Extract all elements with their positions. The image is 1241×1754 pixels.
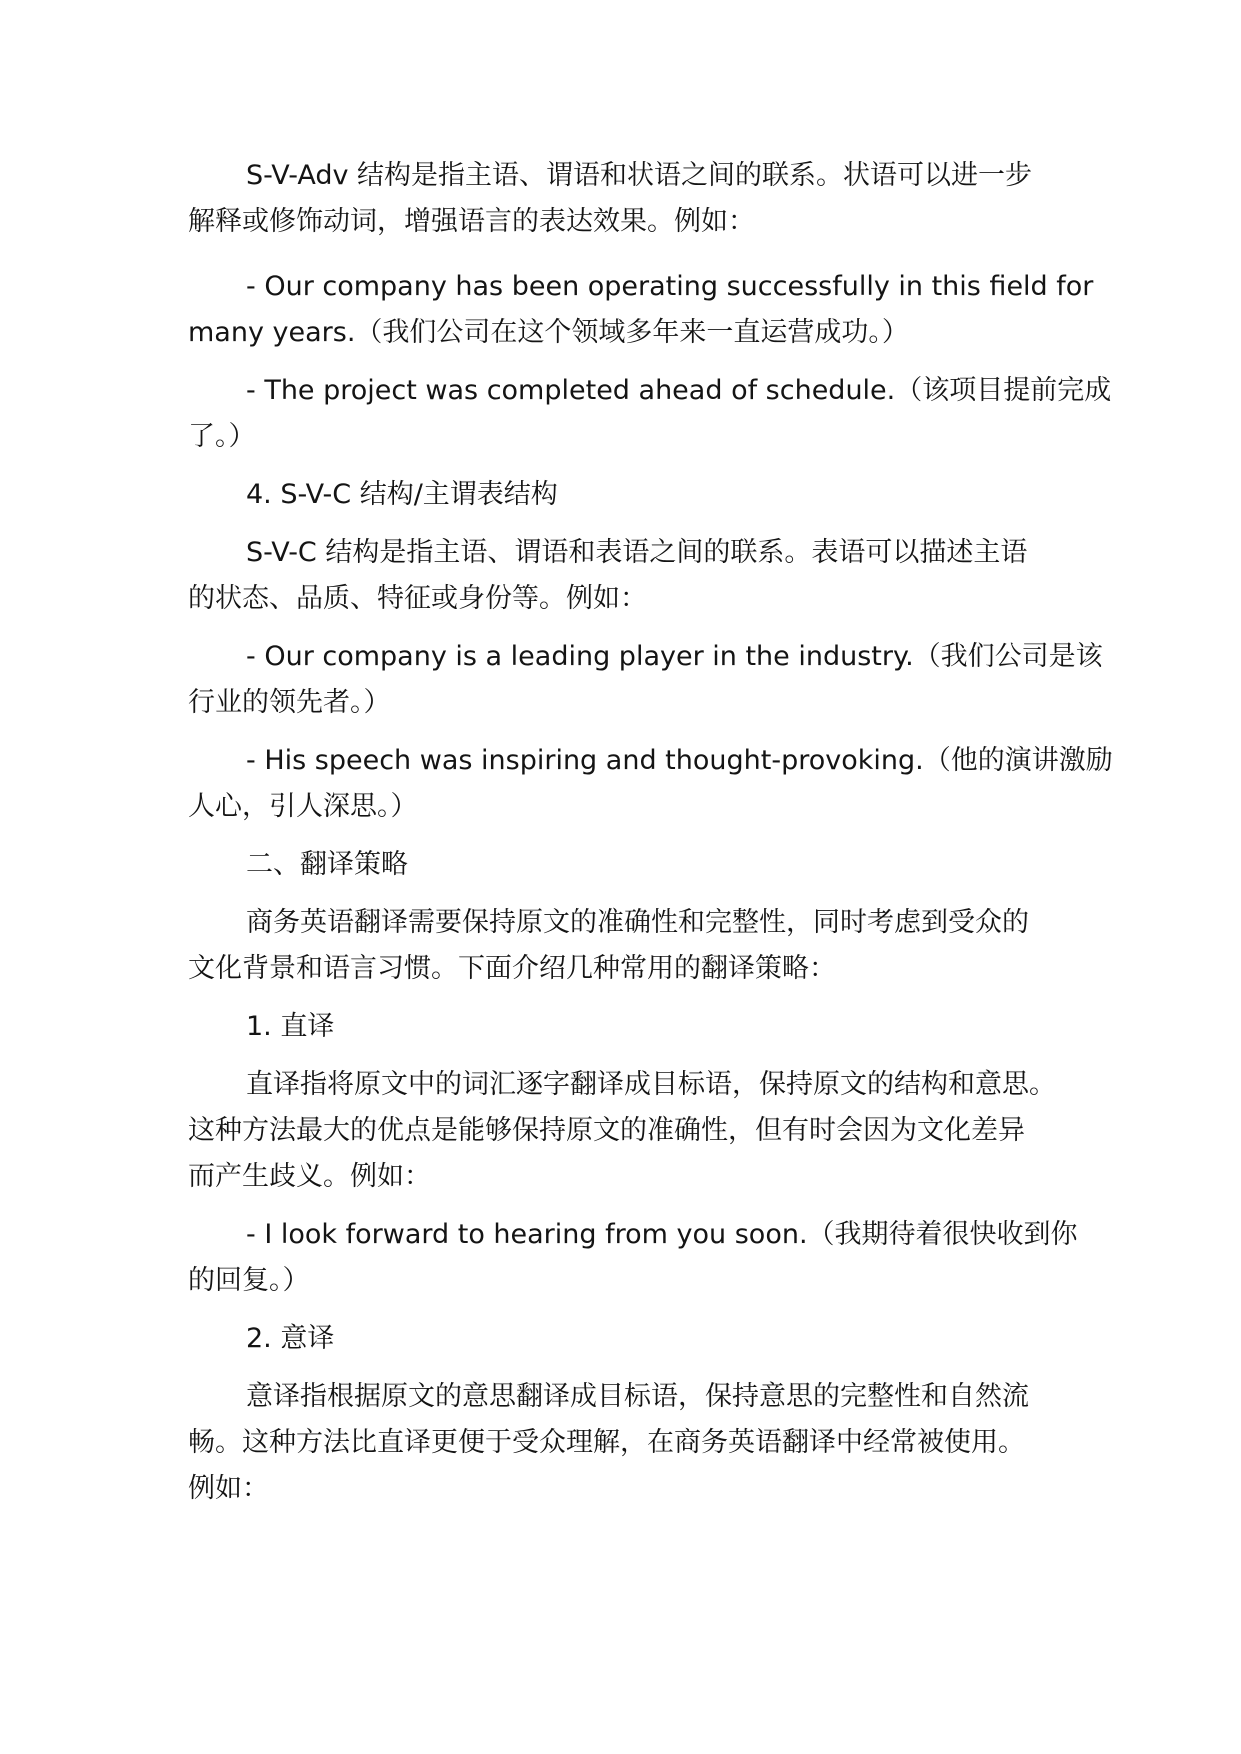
text-line: 了。） — [188, 421, 256, 452]
text-line: 人心，引人深思。） — [188, 791, 418, 822]
text-line: - Our company is a leading player in the industry.（我们公司是该 — [246, 641, 1103, 672]
text-line: - The project was completed ahead of schedule.（该项目提前完成 — [246, 375, 1112, 406]
text-line: 例如： — [188, 1473, 269, 1504]
example-svadv-1 — [188, 264, 1094, 356]
example-svadv-2 — [188, 368, 1112, 460]
text-line: - Our company has been operating successfully in this field for — [246, 271, 1094, 302]
heading-literal-translation — [188, 1004, 1058, 1050]
paragraph-svc-definition — [188, 530, 1058, 622]
text-line: 4. S-V-C 结构/主谓表结构 — [246, 479, 558, 510]
text-line: 商务英语翻译需要保持原文的准确性和完整性，同时考虑到受众的 — [246, 907, 1029, 938]
heading-free-translation — [188, 1316, 1058, 1362]
text-line: 的回复。） — [188, 1265, 310, 1296]
paragraph-strategies-intro — [188, 900, 1058, 992]
text-line: 2. 意译 — [246, 1323, 335, 1354]
text-line: - I look forward to hearing from you soon.（我期待着很快收到你 — [246, 1219, 1078, 1250]
text-line: 这种方法最大的优点是能够保持原文的准确性，但有时会因为文化差异 — [188, 1115, 1025, 1146]
text-line: 畅。这种方法比直译更便于受众理解，在商务英语翻译中经常被使用。 — [188, 1427, 1025, 1458]
text-line: 而产生歧义。例如： — [188, 1161, 431, 1192]
text-line: S-V-Adv 结构是指主语、谓语和状语之间的联系。状语可以进一步 — [246, 160, 1033, 191]
text-line: 1. 直译 — [246, 1011, 335, 1042]
text-line: 解释或修饰动词，增强语言的表达效果。例如： — [188, 206, 755, 237]
document-body — [188, 153, 1113, 1512]
heading-svc-structure — [188, 472, 1058, 518]
text-line: 直译指将原文中的词汇逐字翻译成目标语，保持原文的结构和意思。 — [246, 1069, 1056, 1100]
text-line: many years.（我们公司在这个领域多年来一直运营成功。） — [188, 317, 909, 348]
example-svc-1 — [188, 634, 1103, 726]
text-line: 文化背景和语言习惯。下面介绍几种常用的翻译策略： — [188, 953, 836, 984]
heading-translation-strategies — [188, 842, 1058, 888]
paragraph-free-translation — [188, 1374, 1058, 1512]
text-line: 的状态、品质、特征或身份等。例如： — [188, 583, 647, 614]
paragraph-literal-translation — [188, 1062, 1058, 1200]
text-line: - His speech was inspiring and thought-provoking.（他的演讲激励 — [246, 745, 1113, 776]
example-svc-2 — [188, 738, 1113, 830]
text-line: S-V-C 结构是指主语、谓语和表语之间的联系。表语可以描述主语 — [246, 537, 1028, 568]
example-literal-1 — [188, 1212, 1078, 1304]
text-line: 意译指根据原文的意思翻译成目标语，保持意思的完整性和自然流 — [246, 1381, 1029, 1412]
text-line: 二、翻译策略 — [246, 849, 408, 880]
text-line: 行业的领先者。） — [188, 687, 391, 718]
paragraph-svadv-definition — [188, 153, 1058, 245]
